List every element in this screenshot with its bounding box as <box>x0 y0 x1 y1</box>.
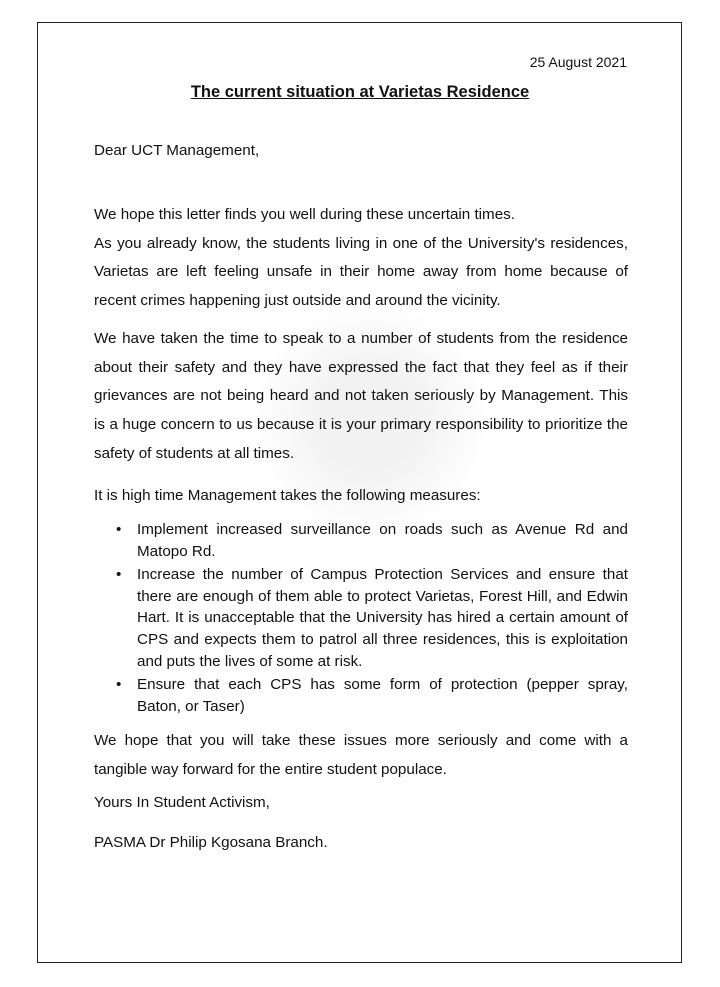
paragraph-text: It is high time Management takes the following measures: <box>94 487 481 504</box>
paragraph-text: We have taken the time to speak to a number of students from the residence about their safety and they have expressed the fact that they feel as if their grievances are not being heard and not taken seriously by Management. This is a huge concern to us because it is your primary responsibility to prioritize the safety of students at all times. <box>94 330 628 462</box>
bullet-icon: • <box>116 676 122 694</box>
paragraph-text: We hope that you will take these issues more seriously and come with a tangible way forward for the entire student populace. <box>94 732 628 778</box>
bullet-icon: • <box>116 566 122 584</box>
list-item-text: Implement increased surveillance on roads such as Avenue Rd and Matopo Rd. <box>137 521 628 560</box>
bullet-icon: • <box>116 521 122 538</box>
list-item-text: Increase the number of Campus Protection Services and ensure that there are enough of them able to protect Varietas, Forest Hill, and Edwin Hart. It is unacceptable that the University has hired a certain amount of CPS and expects them to patrol all three residences, this is exploitation and puts the lives of some at risk. <box>137 566 628 670</box>
list-item <box>94 519 628 562</box>
paragraph-intro <box>94 201 628 316</box>
paragraph: We hope this letter finds you well during these uncertain times. <box>94 206 515 223</box>
salutation: Dear UCT Management, <box>94 142 260 159</box>
list-item-text: Ensure that each CPS has some form of protection (pepper spray, Baton, or Taser) <box>137 676 628 715</box>
letter-title: The current situation at Varietas Residence <box>190 83 530 101</box>
paragraph <box>94 325 628 469</box>
closing-paragraph <box>94 727 628 784</box>
letter-date: 25 August 2021 <box>529 54 627 70</box>
list-item <box>94 674 628 717</box>
paragraph <box>94 482 628 511</box>
paragraph: As you already know, the students living in one of the University's residences, Varietas are left feeling unsafe in their home away from home because of recent crimes happening just outside and around the vicinity. <box>94 234 628 310</box>
measures-list <box>94 519 628 719</box>
signoff: Yours In Student Activism, <box>94 794 270 811</box>
signature: PASMA Dr Philip Kgosana Branch. <box>94 834 328 851</box>
list-item <box>94 564 628 672</box>
